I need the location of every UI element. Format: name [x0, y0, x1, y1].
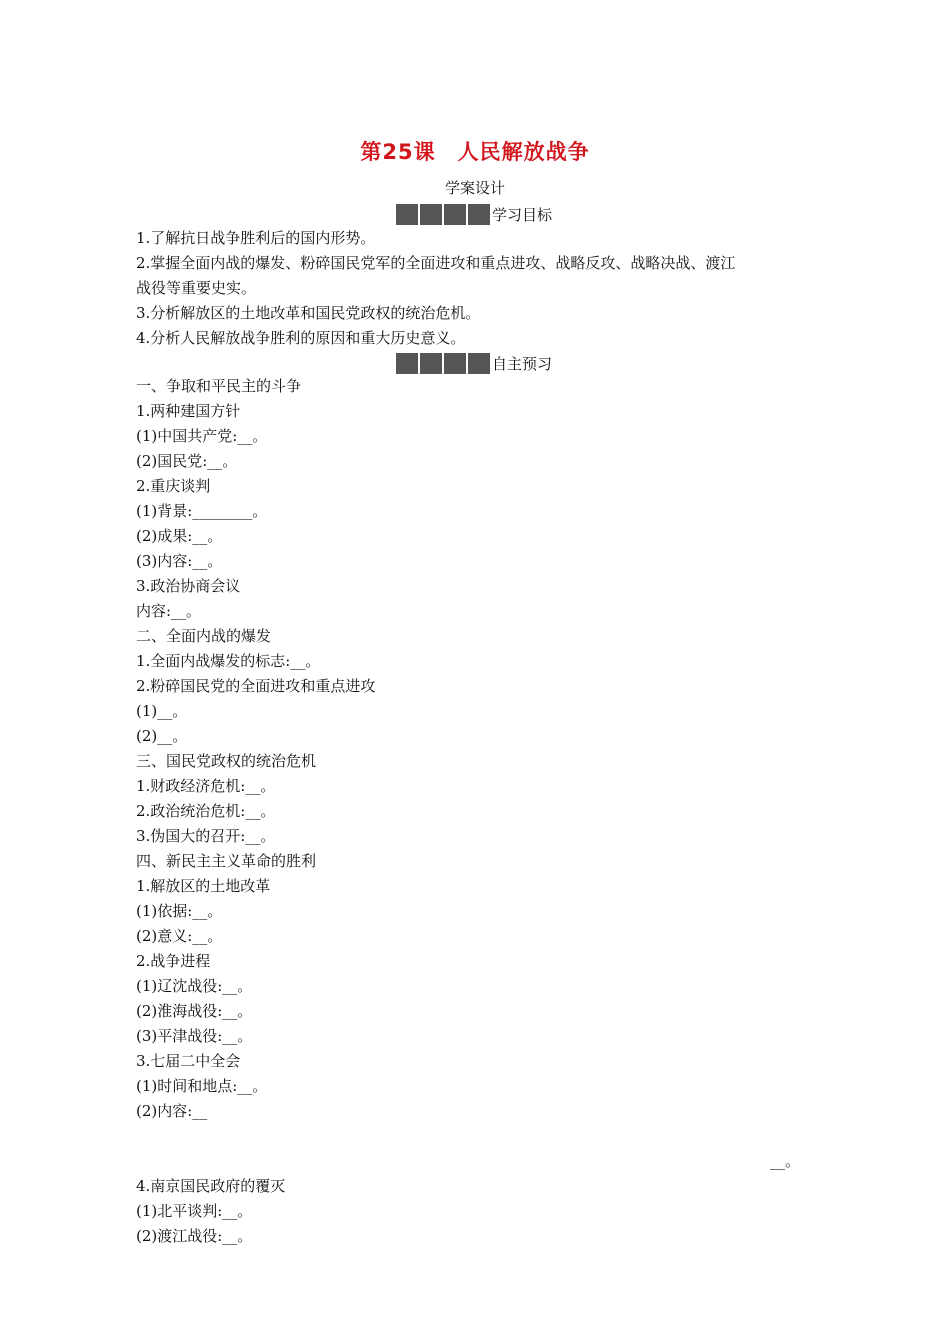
preview-line: (3)平津战役:__。 [136, 1027, 253, 1045]
goal-line: 战役等重要史实。 [136, 279, 257, 297]
preview-line: (2)意义:__。 [136, 927, 223, 945]
preview-line: 二、全面内战的爆发 [136, 627, 272, 645]
preview-line: (1)辽沈战役:__。 [136, 977, 253, 995]
preview-line: (1)北平谈判:__。 [136, 1202, 253, 1220]
preview-line: 1.全面内战爆发的标志:__。 [136, 652, 321, 670]
goal-line: 4.分析人民解放战争胜利的原因和重大历史意义。 [136, 329, 466, 347]
page-title: 第25课 人民解放战争 [360, 140, 590, 164]
preview-line: (2)渡江战役:__。 [136, 1227, 253, 1245]
preview-line: 四、新民主主义革命的胜利 [136, 852, 317, 870]
goal-line: 1.了解抗日战争胜利后的国内形势。 [136, 229, 376, 247]
preview-line: 2.政治统治危机:__。 [136, 802, 276, 820]
banner-blocks [396, 204, 490, 225]
preview-line: (2)淮海战役:__。 [136, 1002, 253, 1020]
preview-line: 1.财政经济危机:__。 [136, 777, 276, 795]
section-banner-preview [396, 352, 552, 374]
preview-line: (3)内容:__。 [136, 552, 223, 570]
preview-line: 2.重庆谈判 [136, 477, 211, 495]
preview-line: 4.南京国民政府的覆灭 [136, 1177, 286, 1195]
preview-line: (1)背景:________。 [136, 502, 268, 520]
preview-line: 3.七届二中全会 [136, 1052, 241, 1070]
preview-line: 三、国民党政权的统治危机 [136, 752, 317, 770]
preview-line: (2)国民党:__。 [136, 452, 238, 470]
preview-line: 2.粉碎国民党的全面进攻和重点进攻 [136, 677, 376, 695]
preview-line: 1.解放区的土地改革 [136, 877, 271, 895]
preview-line: (1)__。 [136, 702, 188, 720]
preview-line: 内容:__。 [136, 602, 202, 620]
preview-line: 3.伪国大的召开:__。 [136, 827, 276, 845]
preview-line: (2)__。 [136, 727, 188, 745]
preview-line: 1.两种建国方针 [136, 402, 241, 420]
preview-line: (1)依据:__。 [136, 902, 223, 920]
preview-line: 一、争取和平民主的斗争 [136, 377, 302, 395]
preview-line: (1)中国共产党:__。 [136, 427, 268, 445]
subtitle: 学案设计 [444, 179, 505, 197]
goal-line: 2.掌握全面内战的爆发、粉碎国民党军的全面进攻和重点进攻、战略反攻、战略决战、渡江 [136, 254, 736, 272]
preview-line: 3.政治协商会议 [136, 577, 241, 595]
banner-blocks [396, 353, 490, 374]
goals-list [136, 226, 826, 351]
preview-line: (1)时间和地点:__。 [136, 1077, 268, 1095]
preview-line: 2.战争进程 [136, 952, 211, 970]
section-banner-goals [396, 203, 552, 225]
section-heading: 学习目标 [492, 205, 553, 224]
preview-line-tail: __。 [769, 1152, 800, 1170]
section-heading: 自主预习 [492, 354, 553, 373]
preview-list [136, 374, 826, 1249]
preview-line: (2)成果:__。 [136, 527, 223, 545]
preview-line: (2)内容:__ [136, 1102, 208, 1120]
blank-line [136, 1124, 826, 1149]
goal-line: 3.分析解放区的土地改革和国民党政权的统治危机。 [136, 304, 481, 322]
